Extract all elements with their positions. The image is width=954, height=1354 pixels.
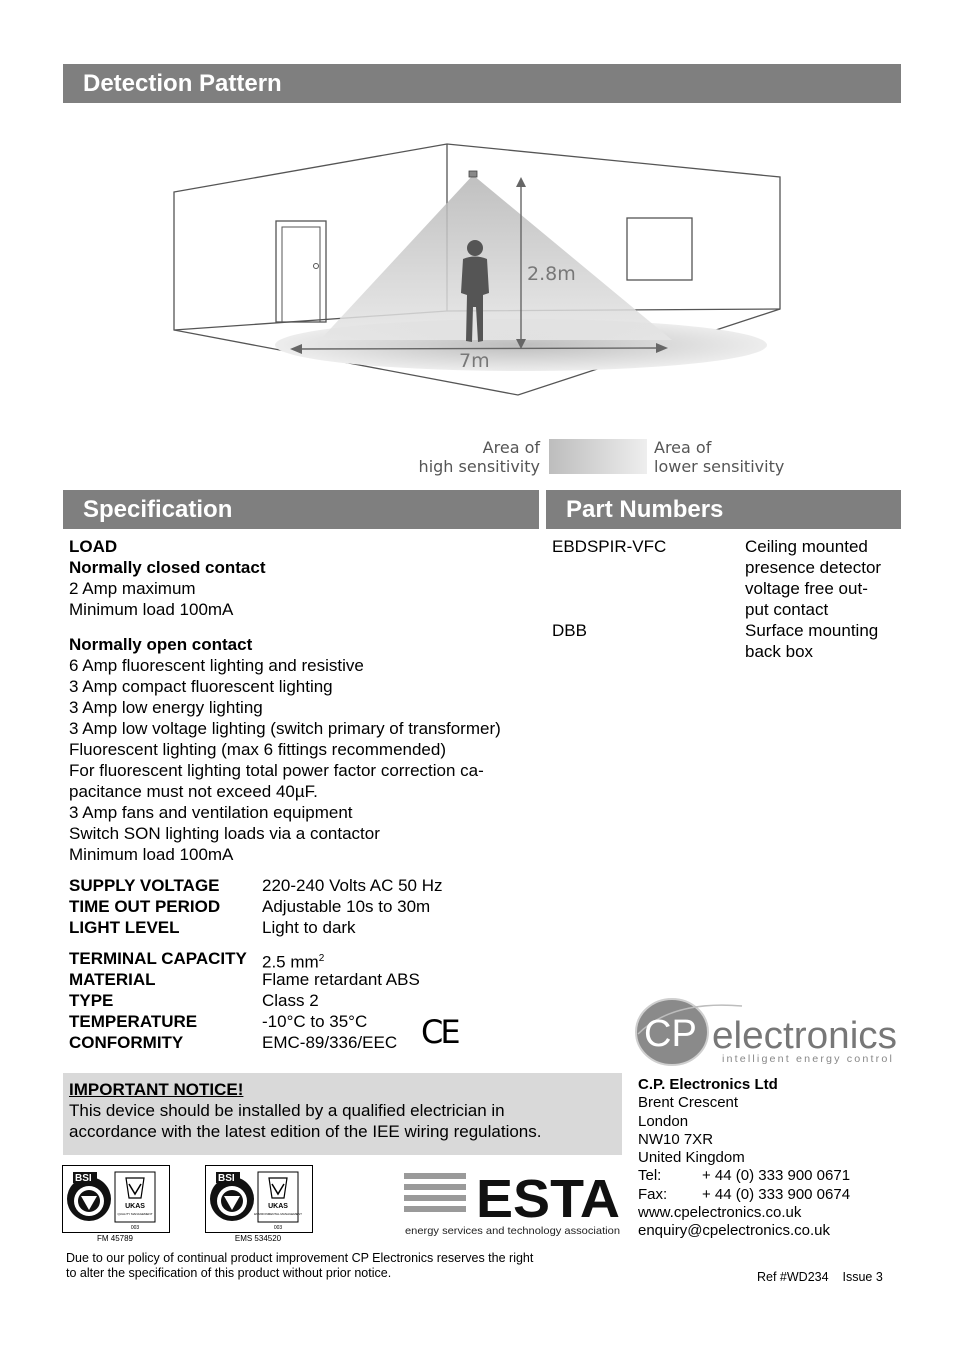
specification-physical-table [69, 948, 539, 1053]
specification-normally-open-section [69, 634, 549, 865]
no-line: 3 Amp low energy lighting [69, 698, 263, 717]
specification-heading-bar [63, 490, 539, 529]
detection-pattern-heading: Detection Pattern [83, 69, 282, 97]
svg-text:003: 003 [130, 1225, 140, 1231]
important-notice-box [63, 1073, 622, 1155]
bsi-kitemark-icon [206, 1166, 312, 1232]
spec-row-light-level: LIGHT LEVEL Light to dark [69, 918, 356, 937]
disclaimer-text: Due to our policy of continual product improvement CP Electronics reserves the right to alter the specification of this product without prior notice. [66, 1251, 534, 1280]
fax-line: Fax: + 44 (0) 333 900 0674 [638, 1185, 851, 1203]
svg-text:QUALITY MANAGEMENT: QUALITY MANAGEMENT [117, 1212, 153, 1216]
esta-logo [404, 1167, 622, 1239]
svg-text:ENVIRONMENTAL MANAGEMENT: ENVIRONMENTAL MANAGEMENT [254, 1212, 302, 1216]
normally-open-title: Normally open contact [69, 635, 253, 654]
important-notice-line: accordance with the latest edition of the IEE wiring regulations. [69, 1122, 542, 1141]
part-number-description: Surface mounting back box [745, 621, 879, 661]
normally-closed-title: Normally closed contact [69, 558, 266, 577]
part-number-code: DBB [552, 621, 587, 640]
specification-electrical-table [69, 875, 539, 938]
no-line: 3 Amp compact fluorescent lighting [69, 677, 333, 696]
no-line: Switch SON lighting loads via a contactor [69, 824, 380, 843]
cert-caption-fm: FM 45789 [96, 1234, 134, 1243]
ce-mark-icon: CE [421, 1013, 458, 1051]
no-line: Fluorescent lighting (max 6 fittings recommended) [69, 740, 446, 759]
legend-high-sensitivity: Area of high sensitivity [418, 438, 540, 476]
website-link[interactable]: www.cpelectronics.co.uk [638, 1204, 802, 1222]
svg-text:UKAS: UKAS [268, 1203, 288, 1210]
svg-text:BSI: BSI [75, 1173, 92, 1184]
company-name: C.P. Electronics Ltd [638, 1076, 778, 1093]
cert-caption-ems: EMS 534520 [234, 1234, 282, 1243]
esta-stripes-icon [404, 1167, 622, 1239]
legend-low-sensitivity: Area of lower sensitivity [654, 438, 785, 476]
nc-line: Minimum load 100mA [69, 600, 234, 619]
height-dimension-label: 2.8m [527, 263, 576, 285]
email-link[interactable]: enquiry@cpelectronics.co.uk [638, 1222, 830, 1240]
important-notice-title: IMPORTANT NOTICE! [69, 1080, 244, 1099]
svg-text:003: 003 [273, 1225, 283, 1231]
svg-text:ESTA: ESTA [476, 1169, 620, 1229]
no-line: pacitance must not exceed 40µF. [69, 782, 318, 801]
part-numbers-heading: Part Numbers [566, 495, 724, 523]
svg-text:intelligent energy control: intelligent energy control [722, 1054, 894, 1065]
spec-row-time-out-period: TIME OUT PERIOD Adjustable 10s to 30m [69, 897, 431, 916]
spec-row-type: TYPE Class 2 [69, 991, 319, 1010]
company-address-block [638, 1076, 908, 1241]
bsi-kitemark-icon [63, 1166, 169, 1232]
document-reference: Ref #WD234 Issue 3 [757, 1270, 883, 1284]
load-title: LOAD [69, 537, 118, 556]
no-line: 3 Amp fans and ventilation equipment [69, 803, 353, 822]
nc-line: 2 Amp maximum [69, 579, 196, 598]
no-line: Minimum load 100mA [69, 845, 234, 864]
address-line: Brent Crescent [638, 1094, 739, 1112]
important-notice-line: This device should be installed by a qualified electrician in [69, 1101, 505, 1120]
svg-text:electronics: electronics [712, 1015, 897, 1057]
bsi-ukas-quality-cert-logo [62, 1165, 170, 1233]
part-number-description: Ceiling mounted presence detector voltage free out- put contact [745, 537, 882, 619]
svg-text:BSI: BSI [218, 1173, 235, 1184]
spec-row-conformity: CONFORMITY EMC-89/336/EEC [69, 1033, 398, 1052]
bsi-ukas-environmental-cert-logo [205, 1165, 313, 1233]
spec-row-terminal-capacity: TERMINAL CAPACITY 2.5 $mm^2$ [69, 949, 325, 972]
cp-logo-icon [632, 990, 900, 1070]
spec-row-supply-voltage: SUPPLY VOLTAGE 220-240 Volts AC 50 Hz [69, 876, 443, 895]
no-line: 3 Amp low voltage lighting (switch primary of transformer) [69, 719, 501, 738]
no-line: 6 Amp fluorescent lighting and resistive [69, 656, 364, 675]
cp-electronics-logo [632, 990, 900, 1070]
specification-heading: Specification [83, 495, 233, 523]
sensitivity-gradient-swatch [549, 439, 647, 474]
address-line: United Kingdom [638, 1149, 745, 1167]
part-numbers-heading-bar [546, 490, 901, 529]
svg-text:CP: CP [644, 1013, 697, 1055]
svg-text:energy services and technology: energy services and technology association [405, 1225, 621, 1237]
spec-row-material: MATERIAL Flame retardant ABS [69, 970, 420, 989]
svg-text:UKAS: UKAS [125, 1203, 145, 1210]
ceiling-sensor-icon [469, 171, 477, 177]
address-line: London [638, 1112, 689, 1130]
specification-load-section [69, 536, 539, 620]
detection-pattern-diagram [150, 135, 800, 405]
telephone-line: Tel: + 44 (0) 333 900 0671 [638, 1167, 851, 1185]
width-dimension-label: 7m [459, 350, 490, 372]
detection-pattern-heading-bar [63, 64, 901, 103]
no-line: For fluorescent lighting total power factor correction ca- [69, 761, 484, 780]
spec-row-temperature: TEMPERATURE -10°C to 35°C [69, 1012, 368, 1031]
address-line: NW10 7XR [638, 1130, 714, 1148]
part-number-code: EBDSPIR-VFC [552, 537, 667, 556]
